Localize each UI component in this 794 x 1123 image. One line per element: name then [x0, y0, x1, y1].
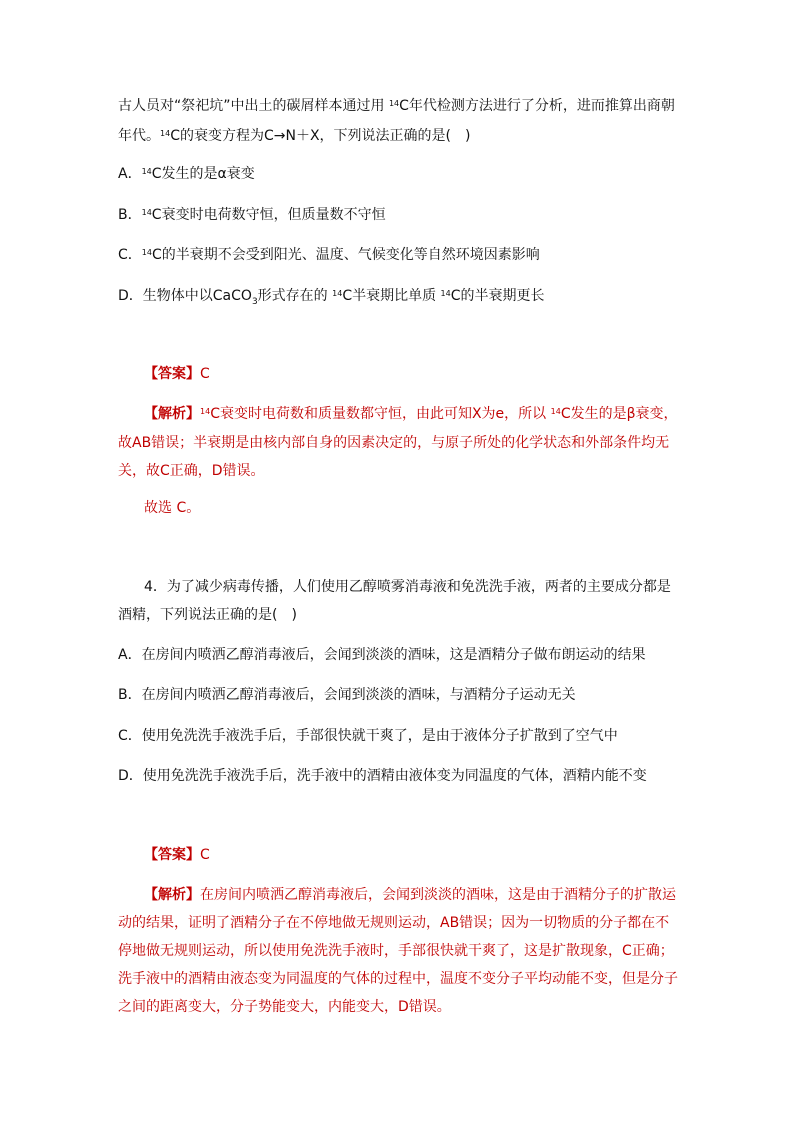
analysis-text: C发生的是β衰变，: [560, 406, 678, 422]
option-text: 形式存在的: [257, 288, 333, 304]
q4-analysis-line1: [144, 886, 676, 904]
q4-option-d: D．使用免洗洗手液洗手后，洗手液中的酒精由液体变为同温度的气体，酒精内能不变: [118, 768, 647, 784]
isotope-superscript: 14: [141, 167, 152, 176]
q3-option-b: [118, 206, 386, 224]
q3-stem-text: C的衰变方程为C→N＋X，下列说法正确的是( ): [170, 128, 471, 144]
option-letter: C．: [118, 247, 142, 263]
q4-option-a: A．在房间内喷洒乙醇消毒液后，会闻到淡淡的酒味，这是酒精分子做布朗运动的结果: [118, 647, 646, 663]
q3-final-choice: 故选 C。: [144, 500, 201, 516]
q4-analysis-line5: 之间的距离变大，分子势能变大，内能变大，D错误。: [118, 999, 451, 1015]
answer-label: 【答案】: [144, 847, 200, 863]
option-text: C衰变时电荷数守恒，但质量数不守恒: [151, 207, 386, 223]
isotope-superscript: 14: [440, 289, 451, 298]
analysis-text: 在房间内喷洒乙醇消毒液后，会闻到淡淡的酒味，这是由于酒精分子的扩散运: [200, 887, 676, 903]
q4-stem-line2: 酒精，下列说法正确的是( ): [118, 607, 297, 623]
option-text: C的半衰期更长: [450, 288, 545, 304]
q4-analysis-line4: 洗手液中的酒精由液态变为同温度的气体的过程中，温度不变分子平均动能不变，但是分子: [118, 971, 678, 987]
answer-value: C: [200, 366, 210, 382]
isotope-superscript: 14: [332, 289, 343, 298]
option-letter: A．: [118, 166, 142, 182]
q3-option-c: [118, 246, 540, 264]
analysis-label: 【解析】: [144, 887, 200, 903]
answer-label: 【答案】: [144, 366, 200, 382]
q4-analysis-line3: 停地做无规则运动，所以使用免洗洗手液时，手部很快就干爽了，这是扩散现象，C正确；: [118, 943, 674, 959]
q4-option-b: B．在房间内喷洒乙醇消毒液后，会闻到淡淡的酒味，与酒精分子运动无关: [118, 687, 576, 703]
q3-option-d: [118, 287, 545, 311]
analysis-text: C衰变时电荷数和质量数都守恒，由此可知X为e，所以: [210, 406, 551, 422]
isotope-superscript: 14: [550, 407, 561, 416]
q3-option-a: [118, 165, 255, 183]
option-text: C的半衰期不会受到阳光、温度、气候变化等自然环境因素影响: [151, 247, 540, 263]
q4-option-c: C．使用免洗洗手液洗手后，手部很快就干爽了，是由于液体分子扩散到了空气中: [118, 728, 618, 744]
q3-stem-text: 古人员对“祭祀坑”中出土的碳屑样本通过用: [118, 98, 389, 114]
option-letter: B．: [118, 207, 142, 223]
isotope-superscript: 14: [141, 248, 152, 257]
analysis-label: 【解析】: [144, 406, 200, 422]
q4-analysis-line2: 动的结果，证明了酒精分子在不停地做无规则运动，AB错误；因为一切物质的分子都在不: [118, 915, 670, 931]
isotope-superscript: 14: [388, 99, 400, 108]
isotope-superscript: 14: [200, 407, 211, 416]
isotope-superscript: 14: [141, 208, 152, 217]
q3-stem-line2: [118, 127, 470, 145]
q3-stem-text: C年代检测方法进行了分析，进而推算出商朝: [399, 98, 675, 114]
option-text: C发生的是α衰变: [151, 166, 255, 182]
q3-stem-text: 年代。: [118, 128, 160, 144]
q4-answer: [144, 846, 210, 864]
q3-analysis-line2: 故AB错误；半衰期是由核内部自身的因素决定的，与原子所处的化学状态和外部条件均无: [118, 435, 670, 451]
q3-analysis-line3: 关，故C正确，D错误。: [118, 463, 265, 479]
answer-value: C: [200, 847, 210, 863]
formula-subscript: 3: [251, 296, 258, 307]
option-text: D．生物体中以CaCO: [118, 288, 252, 304]
q3-analysis-line1: [144, 405, 678, 423]
q3-answer: [144, 365, 210, 383]
q3-stem-line1: [118, 97, 675, 115]
q4-stem-line1: 4．为了减少病毒传播，人们使用乙醇喷雾消毒液和免洗洗手液，两者的主要成分都是: [144, 579, 671, 595]
option-text: C半衰期比单质: [342, 288, 441, 304]
isotope-superscript: 14: [160, 129, 171, 138]
